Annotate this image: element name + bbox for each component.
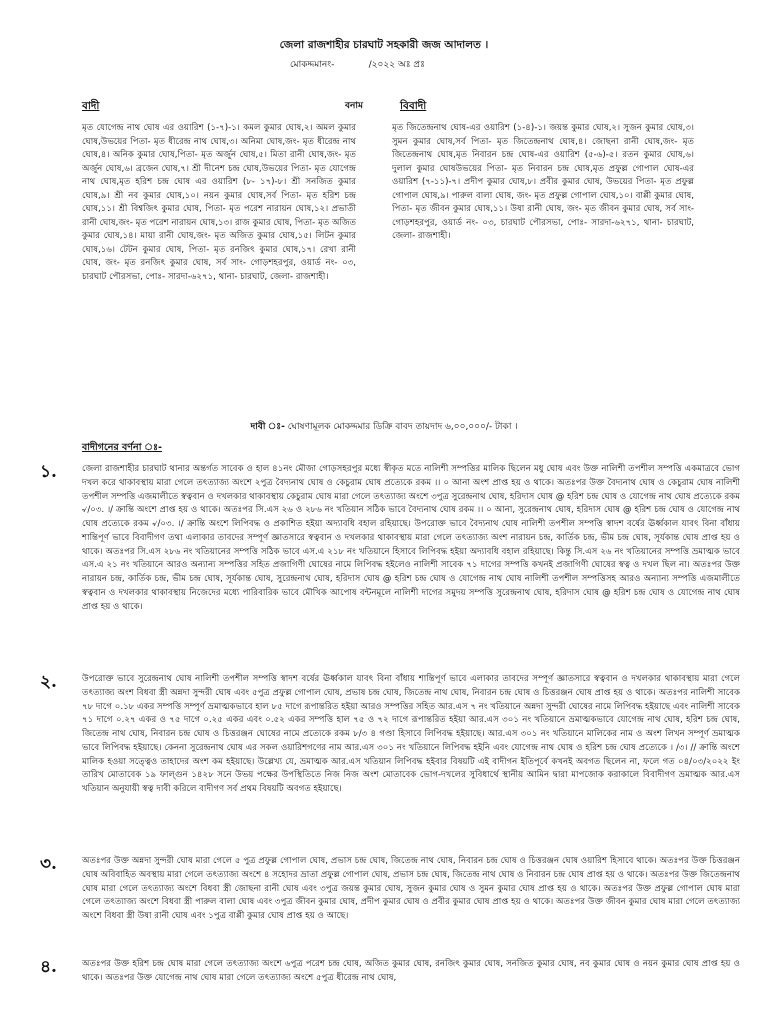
plaintiff-text: মৃত যোগেন্দ্র নাথ ঘোষ এর ওয়ারিশ (১-৭)-১। কমল কুমার ঘোষ,২। অমল কুমার ঘোষ,উভয়ের পিতা- মৃত ধীরেন্দ্র নাথ ঘোষ,৩। অনিমা ঘোষ,জং- মৃত ধীরেন্দ্র নাথ ঘোষ,৪। অনিক কুমার ঘোষ,পিতা- মৃত অর্জুন ঘোষ,৫। মিতা রানী ঘোষ,জং- মৃত অর্জুন ঘোষ,৬। ব্রজেন ঘোষ,৭। শ্রী দীনেশ চন্দ্র ঘোষ,উভয়ের পিতা- মৃত যোগেন্দ্র নাথ ঘোষ,মৃত হরিশ চন্দ্র ঘোষ এর ওয়ারিশ (৮- ১৭)-৮। শ্রী সনজিত কুমার ঘোষ,৯। শ্রী নব কুমার ঘোষ,১০। নয়ন কুমার ঘোষ,সর্ব পিতা- মৃত হরিশ চন্দ্র ঘোষ,১১। শ্রী বিশ্বজিৎ কুমার ঘোষ, পিতা- মৃত পরেশ নারায়ন ঘোষ,১২। প্রভাতী রানী ঘোষ,জং- মৃত পরেশ নারায়ন ঘোষ,১৩। রাজ কুমার ঘোষ, পিতা- মৃত অজিত কুমার ঘোষ,১৪। মায়া রানী ঘোষ,জং- মৃত অজিত কুমার ঘোষ,১৫। লিটন কুমার ঘোষ,১৬। টেটন কুমার ঘোষ, পিতা- মৃত রনজিৎ কুমার ঘোষ,১৭। রেখা রানী ঘোষ, জং- মৃত রনজিৎ কুমার ঘোষ, সর্ব সাং- গোড়শহরপুর, ওয়ার্ড নং- ০৩, চারঘাট পৌরসভা, পোঃ- সারদা-৬২৭১, থানা- চারঘাট, জেলা- রাজশাহী। (82, 123, 356, 283)
plaintiff-heading: বাদী (82, 100, 100, 112)
paragraph-number: ২. (40, 672, 57, 692)
defendant-heading: বিবাদী (400, 100, 427, 112)
claim-line (0, 419, 768, 434)
claim-text: ঘোষণামূলক মোকদ্দমার ডিক্রি বাবদ তায়দাদ ৬,০০,০০০/- টাকা । (287, 422, 518, 432)
description-heading: বাদীগনের বর্ণনা ঃ- (82, 442, 162, 453)
case-number-line (290, 57, 425, 72)
paragraph-text: অতঃপর উক্ত অন্নদা সুন্দরী ঘোষ মারা গেলে ৫ পুত্র প্রফুল্ল গোপাল ঘোষ, প্রভাস চন্দ্র ঘোষ, জিতেন্দ্র নাথ ঘোষ, নিবারন চন্দ্র ঘোষ ও চিত্তরঞ্জন ঘোষ ওয়ারিশ হিসাবে থাকে। অতঃপর উক্ত চিত্তরঞ্জন ঘোষ অবিবাহিত অবস্থায় মারা গেলে তৎত্যাজ্য অংশে ৪ সহোদর ভ্রাতা প্রফুল্ল গোপাল ঘোষ, প্রভাস চন্দ্র ঘোষ, জিতেন্দ্র নাথ ঘোষ ও নিবারন চন্দ্র ঘোষ প্রাপ্ত হয় ও থাকে। অতঃপর উক্ত জিতেন্দ্রনাথ ঘোষ মারা গেলে তৎত্যাজ্য অংশে বিধবা স্ত্রী জোছনা রানী ঘোষ এবং ৩পুত্র জয়ন্ত কুমার ঘোষ, সুজন কুমার ঘোষ ও সুমন কুমার ঘোষ প্রাপ্ত হয় ও থাকে। অতঃপর উক্ত প্রফুল্ল গোপাল ঘোষ মারা গেলে তৎত্যাজ্য অংশে বিধবা স্ত্রী পারুল বালা ঘোষ এবং ৩পুত্র জীবন কুমার ঘোষ, প্রদীপ কুমার ঘোষ ও প্রবীর কুমার ঘোষ প্রাপ্ত হয় ও থাকে। অতঃপর উক্ত জীবন কুমার ঘোষ মারা গেলে তৎত্যাজ্য অংশে বিধবা স্ত্রী উষা রানী ঘোষ এবং ১পুত্র বাপ্পী কুমার ঘোষ প্রাপ্ত হয় ও আছে। (82, 856, 740, 921)
case-label: মোকদ্দমানং- (290, 60, 335, 70)
versus-label: বনাম (345, 101, 363, 111)
paragraph-text: জেলা রাজশাহীর চারঘাট থানার অন্তর্গত সাবেক ও হাল ৪১নং মৌজা গোড়সহরপুর মধ্যে স্বীকৃত মতে নালিশী সম্পত্তির মালিক ছিলেন মধু ঘোষ এবং উক্ত নালিশী তপশীল সম্পত্তি একমাত্রবে ভোগ দখল করে থাকাবস্থায় মারা গেলে তৎত্যাজ্য অংশে ২পুত্র বৈদ্যনাথ ঘোষ ও কেচুরাম ঘোষ প্রত্যেকে রকম ।। ০ আনা অংশ প্রাপ্ত হয় ও থাকে। অতঃপর উক্ত বৈদ্যনাথ ঘোষ ও কেচুরাম ঘোষ নালিশী তপশীল সম্পত্তি এজমালীতে স্বত্ববান ও দখলকার থাকাবস্থায় কেচুরাম ঘোষ মারা গেলে তৎত্যাজ্য অংশে ৩পুত্র সুরেন্দ্রনাথ ঘোষ, হরিদাস ঘোষ @ হরিশ চন্দ্র ঘোষ ও যোগেন্দ্র নাথ ঘোষ প্রত্যেকে রকম ৵/০৩. ।/ ক্রান্তি অংশে প্রাপ্ত হয় ও থাকে। অতঃপর সি.এস ২৬ ও ২৮৬ নং খতিয়ান সঠিক ভাবে বৈদ্যনাথ ঘোষ রকম ।। ০ আনা, সুরেন্দ্রনাথ ঘোষ, হরিদাস ঘোষ @ হরিশ চন্দ্র ঘোষ ও যোগেন্দ্র নাথ ঘোষ প্রত্যেকে রকম ৵/০৩. ।/ ক্রান্তি অংশে লিপিবদ্ধ ও প্রকাশিত হইয়া অদ্যাবধি বহাল রহিয়াছে। উপরোক্ত ভাবে বৈদ্যনাথ ঘোষ নালিশী তপশীল সম্পত্তি স্বাদশ বর্ষের ঊর্ধ্বকাল যাবৎ বিনা বাঁধায় শান্তিপূর্ণ ভাবে বিবাদীগণ তথা এলাকার তাবদের সম্পূর্ণ জ্ঞাতসারে স্বত্ববান ও দখলকার থাকাবস্থায় মারা গেলে তৎত্যাজ্য অংশ নারায়ন চন্দ্র, কার্তিক চন্দ্র, ভীম চন্দ্র ঘোষ, সূর্যকান্ত ঘোষ প্রাপ্ত হয় ও থাকে। অতঃপর সি.এস ২৮৬ নং খতিয়ানের সম্পত্তি সঠিক ভাবে এস.এ ২১৮ নং খতিয়ানে হিসাবে লিপিবদ্ধ হইয়া অদ্যাবধি বহাল রহিয়াছে। কিন্তু সি.এস ২৬ নং খতিয়ানের সম্পত্তি ভ্রমাত্মক ভাবে এস.এ ২১ নং খতিয়ানে আরও অন্যান্য সম্পত্তির সহিত প্রজাগিণী ঘোষের নামে লিপিবদ্ধ হইলেও নালিশী সাবেক ৭১ দাগের সম্পত্তি কখনই প্রজাগিণী ঘোষের স্বত্ব ও দখল ছিল না। অতঃপর উক্ত নারায়ন চন্দ্র, কার্তিক চন্দ্র, ভীম চন্দ্র ঘোষ, সূর্যকান্ত ঘোষ, সুরেন্দ্রনাথ ঘোষ, হরিদাস ঘোষ @ হরিশ চন্দ্র ঘোষ ও যোগেন্দ্র নাথ ঘোষ নালিশী তপশীল সম্পত্তিসহ আরও অন্যান্য সম্পত্তি এজমালীতে স্বত্ববান ও দখলকার থাকাবস্থায় নিজেদের মধ্যে পারিবারিক ভাবে মৌখিক আপোষ বন্টনমূলে নালিশী দাগের সমুদয় সম্পত্তি সুরেন্দ্রনাথ ঘোষ, হরিদাস ঘোষ @ হরিশ চন্দ্র ঘোষ ও যোগেন্দ্র নাথ ঘোষ প্রাপ্ত হয় ও থাকে। (82, 464, 740, 612)
court-title: জেলা রাজশাহীর চারঘাট সহকারী জজ আদালত । (279, 39, 489, 51)
defendant-text: মৃত জিতেন্দ্রনাথ ঘোষ-এর ওয়ারিশ (১-৪)-১। জয়ন্ত কুমার ঘোষ,২। সুজন কুমার ঘোষ,৩। সুমন কুমার ঘোষ,সর্ব পিতা- মৃত জিতেন্দ্রনাথ ঘোষ,৪। জোছনা রানী ঘোষ,জং- মৃত জিতেন্দ্রনাথ ঘোষ,মৃত নিবারন চন্দ্র ঘোষ-এর ওয়ারিশ (৫-৬)-৫। রতন কুমার ঘোষ,৬। দুলাল কুমার ঘোষউভয়ের পিতা- মৃত নিবারন চন্দ্র ঘোষ,মৃত প্রফুল্ল গোপাল ঘোষ-এর ওয়ারিশ (৭-১১)-৭। প্রদীপ কুমার ঘোষ,৮। প্রবীর কুমার ঘোষ, উভয়ের পিতা- মৃত প্রফুল্ল গোপাল ঘোষ,৯। পারুল বালা ঘোষ, জং- মৃত প্রফুল্ল গোপাল ঘোষ,১০। বাপ্পী কুমার ঘোষ, পিতা- মৃত জীবন কুমার ঘোষ,১১। উষা রানী ঘোষ, জং- মৃত জীবন কুমার ঘোষ, সর্ব সাং- গোড়শহরপুর, ওয়ার্ড নং- ০৩, চারঘাট পৌরসভা, পোঃ- সারদা-৬২৭১, থানা- চারঘাট, জেলা- রাজশাহী। (392, 123, 694, 242)
paragraph-number: ১. (40, 462, 57, 482)
paragraph-number: ৪. (40, 957, 57, 977)
paragraph-number: ৩. (40, 854, 57, 874)
claim-label: দাবী ঃ- (250, 422, 285, 432)
paragraph-text: উপরোক্ত ভাবে সুরেন্দ্রনাথ ঘোষ নালিশী তপশীল সম্পত্তি স্বাদশ বর্ষের ঊর্ধ্বকাল যাবৎ বিনা বাঁধায় শান্তিপূর্ণ ভাবে এলাকার তাবদের সম্পূর্ণ জ্ঞাতসারে স্বত্ববান ও দখলকার থাকাবস্থায় মারা গেলে তৎত্যাজ্য অংশ বিধবা স্ত্রী অন্নদা সুন্দরী ঘোষ এবং ৫পুত্র প্রফুল্ল গোপাল ঘোষ, প্রভাষ চন্দ্র ঘোষ, জিতেন্দ্র নাথ ঘোষ, নিবারন চন্দ্র ঘোষ ও চিত্তরঞ্জন ঘোষ প্রাপ্ত হয় ও থাকে। অতঃপর নালিশী সাবেক ৭৮ দাগে ০.১৮ একর সম্পত্তি সম্পূর্ণ ভ্রমাত্মকভাবে হাল ৮৫ দাগে রূপান্তরিত হইয়া আরও সম্পত্তির সহিত আর.এস ৭ নং খতিয়ানে অন্নদা সুন্দরী ঘোষের নামে লিপিবদ্ধ হইয়াছে এবং নালিশী সাবেক ৭১ দাগে ০.২৭ একর ও ৭৫ দাগে ০.২৫ একর এবং ০.৫২ একর সম্পত্তি হাল ৭৫ ও ৭২ দাগে রূপান্তরিত হইয়া আর.এস ৩০১ নং খতিয়ানে ভ্রমাত্মকভাবে যোগেন্দ্র নাথ ঘোষ, হরিশ চন্দ্র ঘোষ, জিতেন্দ্র নাথ ঘোষ, নিবারন চন্দ্র ঘোষ ও চিত্তরঞ্জন ঘোষের নামে প্রত্যেকে রকম ৮/৩ ৪ গণ্ডা হিসাবে লিপিবদ্ধ হইয়াছে। আর.এস ৩০১ নং খতিয়ানে মালিকের নাম ও অংশ লিখন সম্পূর্ণ ভ্রমাত্মক ভাবে লিপিবদ্ধ হইয়াছে। কেননা সুরেন্দ্রনাথ ঘোষ এর সকল ওয়ারিশগণের নাম আর.এস ৩০১ নং খতিয়ানে লিপিবদ্ধ হইনি এবং যোগেন্দ্র নাথ ঘোষ ও হরিশ চন্দ্র ঘোষ প্রত্যেকে । /৩। // ক্রান্তি অংশে মালিক হওয়া সত্ত্বেও তাহাদের অংশ কম হইয়াছে। উল্লেখ্য যে, ভ্রমাত্মক আর.এস খতিয়ান লিপিবদ্ধ হইবার বিষয়টি এই বাদীগন ইতিপূর্বে কখনই অবগত ছিলেন না, ফলে গত ০৪/০৩/২০২২ ইং তারিখ মোতাবেক ১৯ ফাল্গুন ১৪২৮ সনে উভয় পক্ষের উপস্থিতিতে নিজ নিজ অংশ মোতাবেক ভোগ-দখলের সুবিধার্থে স্থানীয় আমিন দ্বারা মাপজোক করাকালে বিবাদীগণ ভ্রমাত্মক আর.এস খতিয়ান অনুযায়ী স্বত্ব দাবী করিলে বাদীগণ সর্ব প্রথম বিষয়টি অবগত হইয়াছে। (82, 674, 740, 794)
paragraph-text: অতঃপর উক্ত হরিশ চন্দ্র ঘোষ মারা গেলে তৎত্যাজ্য অংশে ৬পুত্র পরেশ চন্দ্র ঘোষ, অজিত কুমার ঘোষ, রনজিৎ কুমার ঘোষ, সনজিত কুমার ঘোষ, নব কুমার ঘোষ ও নয়ন কুমার ঘোষ প্রাপ্ত হয় ও থাকে। অতঃপর উক্ত যোগেন্দ্র নাথ ঘোষ মারা গেলে তৎত্যাজ্য অংশে ৫পুত্র ধীরেন্দ্র নাথ ঘোষ, (82, 959, 740, 983)
case-number: /২০২২ অঃ প্রঃ (368, 60, 425, 70)
